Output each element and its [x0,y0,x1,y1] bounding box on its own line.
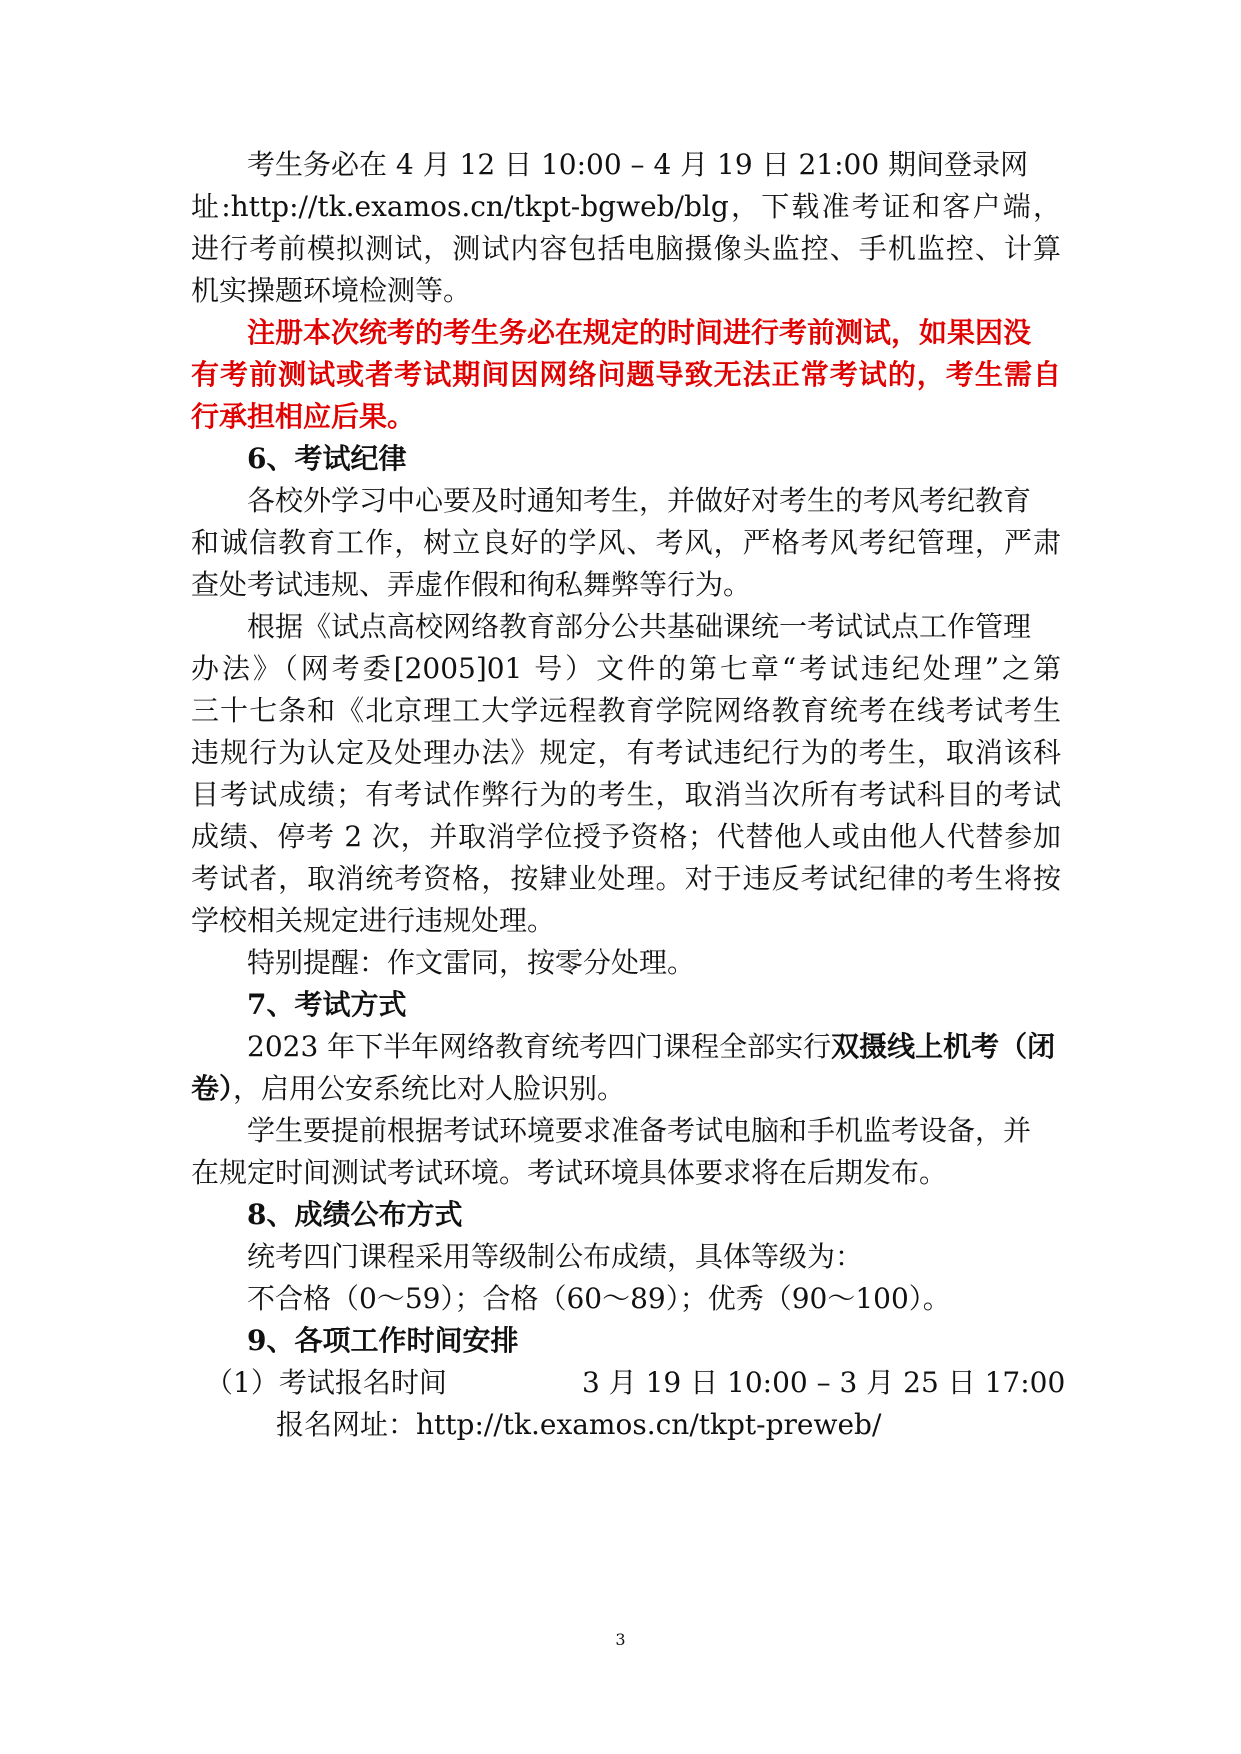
heading-6: 6、考试纪律 [247,442,407,475]
para1-line4: 机实操题环境检测等。 [191,274,472,307]
para3-line4: 违规行为认定及处理办法》规定，有考试违纪行为的考生，取消该科 [191,736,1061,769]
para2-line2: 和诚信教育工作，树立良好的学风、考风，严格考风考纪管理，严肃 [191,526,1061,559]
para6-line2: 在规定时间测试考试环境。考试环境具体要求将在后期发布。 [191,1156,948,1189]
para3-line3: 三十七条和《北京理工大学远程教育学院网络教育统考在线考试考生 [191,694,1061,727]
heading-9: 9、各项工作时间安排 [247,1324,519,1357]
para7-line2: 不合格（0～59）；合格（60～89）；优秀（90～100）。 [247,1282,951,1315]
schedule-item1-time: 3 月 19 日 10:00 – 3 月 25 日 17:00 [582,1366,1066,1399]
para3-line7: 考试者，取消统考资格，按肄业处理。对于违反考试纪律的考生将按 [191,862,1061,895]
para5-line1-text: 2023 年下半年网络教育统考四门课程全部实行 [247,1030,832,1063]
para3-line1: 根据《试点高校网络教育部分公共基础课统一考试试点工作管理 [247,610,1032,643]
warning-line3: 行承担相应后果。 [191,400,416,433]
para7-line1: 统考四门课程采用等级制公布成绩，具体等级为： [247,1240,864,1273]
para6-line1: 学生要提前根据考试环境要求准备考试电脑和手机监考设备，并 [247,1114,1032,1147]
para3-line2: 办法》（网考委[2005]01 号）文件的第七章“考试违纪处理”之第 [191,652,1061,685]
special-reminder: 特别提醒：作文雷同，按零分处理。 [247,946,696,979]
warning-line2: 有考前测试或者考试期间因网络问题导致无法正常考试的，考生需自 [191,358,1061,391]
para1-line3: 进行考前模拟测试，测试内容包括电脑摄像头监控、手机监控、计算 [191,232,1061,265]
schedule-item1-url: 报名网址：http://tk.examos.cn/tkpt-preweb/ [276,1408,882,1441]
para2-line3: 查处考试违规、弄虚作假和徇私舞弊等行为。 [191,568,752,601]
para3-line5: 目考试成绩；有考试作弊行为的考生，取消当次所有考试科目的考试 [191,778,1061,811]
para3-line8: 学校相关规定进行违规处理。 [191,904,556,937]
heading-8: 8、成绩公布方式 [247,1198,463,1231]
para1-line2: 址:http://tk.examos.cn/tkpt-bgweb/blg，下载准考证和客户端， [191,190,1061,223]
schedule-item1-label: （1）考试报名时间 [205,1366,447,1399]
para5-line2-bold: 卷） [191,1072,234,1105]
para1-line1: 考生务必在 4 月 12 日 10:00 – 4 月 19 日 21:00 期间登录网 [247,148,1029,181]
page-number: 3 [615,1630,626,1649]
para2-line1: 各校外学习中心要及时通知考生，并做好对考生的考风考纪教育 [247,484,1032,517]
warning-line1: 注册本次统考的考生务必在规定的时间进行考前测试，如果因没 [247,316,1032,349]
para5-line1 [247,1029,1055,1065]
heading-7: 7、考试方式 [247,988,407,1021]
para5-line2 [191,1071,625,1107]
para3-line6: 成绩、停考 2 次，并取消学位授予资格；代替他人或由他人代替参加 [191,820,1061,853]
para5-line2-text: ，启用公安系统比对人脸识别。 [233,1072,626,1105]
para5-line1-bold: 双摄线上机考（闭 [831,1030,1056,1063]
